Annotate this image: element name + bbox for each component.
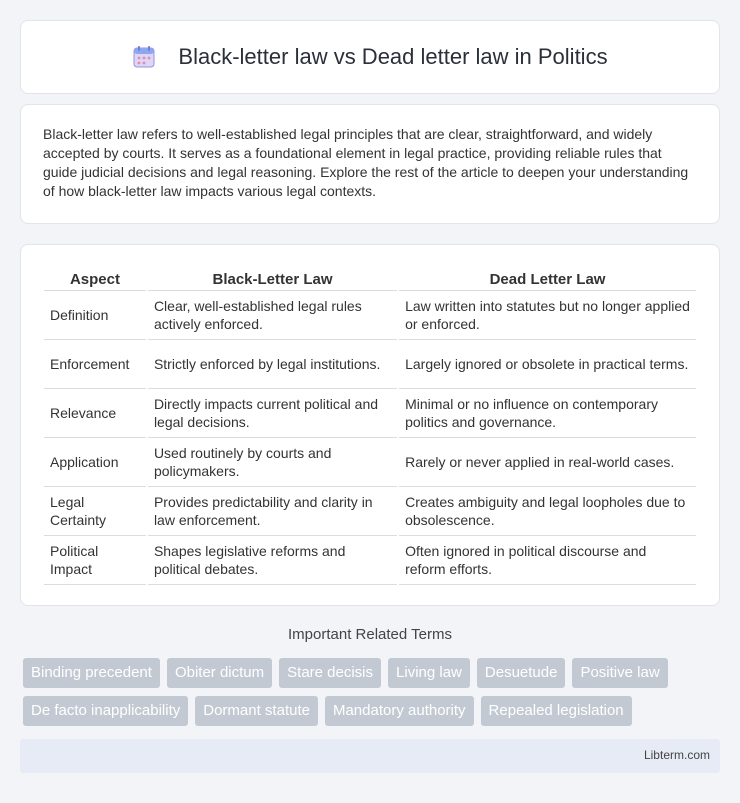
related-term-tag[interactable]: De facto inapplicability xyxy=(23,696,188,726)
dead-letter-cell: Creates ambiguity and legal loopholes due to obsolescence. xyxy=(399,487,696,536)
aspect-cell: Definition xyxy=(44,291,146,340)
dead-letter-cell: Law written into statutes but no longer applied or enforced. xyxy=(399,291,696,340)
related-term-tag[interactable]: Obiter dictum xyxy=(167,658,272,688)
related-terms-title: Important Related Terms xyxy=(288,626,452,643)
comparison-card xyxy=(20,244,720,606)
dead-letter-cell: Rarely or never applied in real-world cases. xyxy=(399,438,696,487)
dead-letter-cell: Largely ignored or obsolete in practical terms. xyxy=(399,340,696,389)
dead-letter-cell: Minimal or no influence on contemporary politics and governance. xyxy=(399,389,696,438)
black-letter-cell: Directly impacts current political and legal decisions. xyxy=(148,389,397,438)
column-header-aspect: Aspect xyxy=(44,265,146,291)
aspect-cell: Enforcement xyxy=(44,340,146,389)
aspect-cell: Relevance xyxy=(44,389,146,438)
comparison-table xyxy=(42,265,698,585)
calendar-icon xyxy=(132,45,156,69)
aspect-cell: Legal Certainty xyxy=(44,487,146,536)
table-row xyxy=(44,291,696,340)
dead-letter-cell: Often ignored in political discourse and reform efforts. xyxy=(399,536,696,585)
related-term-tag[interactable]: Dormant statute xyxy=(195,696,318,726)
footer xyxy=(20,739,720,773)
table-row xyxy=(44,487,696,536)
column-header-dead-letter: Dead Letter Law xyxy=(399,265,696,291)
tag-row xyxy=(23,658,723,688)
related-term-tag[interactable]: Repealed legislation xyxy=(481,696,632,726)
page-title: Black-letter law vs Dead letter law in Politics xyxy=(178,44,608,69)
footer-brand-link[interactable]: Libterm.com xyxy=(643,748,710,762)
black-letter-cell: Shapes legislative reforms and political debates. xyxy=(148,536,397,585)
black-letter-cell: Provides predictability and clarity in law enforcement. xyxy=(148,487,397,536)
table-row xyxy=(44,536,696,585)
black-letter-cell: Used routinely by courts and policymakers. xyxy=(148,438,397,487)
related-terms-list xyxy=(23,658,723,734)
related-term-tag[interactable]: Positive law xyxy=(572,658,667,688)
table-row xyxy=(44,389,696,438)
related-term-tag[interactable]: Mandatory authority xyxy=(325,696,474,726)
related-term-tag[interactable]: Stare decisis xyxy=(279,658,381,688)
table-row xyxy=(44,340,696,389)
column-header-black-letter: Black-Letter Law xyxy=(148,265,397,291)
related-term-tag[interactable]: Binding precedent xyxy=(23,658,160,688)
aspect-cell: Application xyxy=(44,438,146,487)
tag-row xyxy=(23,696,723,726)
intro-paragraph: Black-letter law refers to well-established legal principles that are clear, straightforward, and widely accepted by courts. It serves as a foundational element in legal practice, providing reliable rules that guide judicial decisions and legal reasoning. Explore the rest of the article to deepen your understanding of how black-letter law impacts various legal contexts. xyxy=(43,126,689,199)
title-card xyxy=(20,20,720,94)
aspect-cell: Political Impact xyxy=(44,536,146,585)
intro-card xyxy=(20,104,720,224)
black-letter-cell: Strictly enforced by legal institutions. xyxy=(148,340,397,389)
table-row xyxy=(44,438,696,487)
related-term-tag[interactable]: Living law xyxy=(388,658,470,688)
table-header-row xyxy=(44,265,696,291)
related-term-tag[interactable]: Desuetude xyxy=(477,658,566,688)
black-letter-cell: Clear, well-established legal rules actively enforced. xyxy=(148,291,397,340)
